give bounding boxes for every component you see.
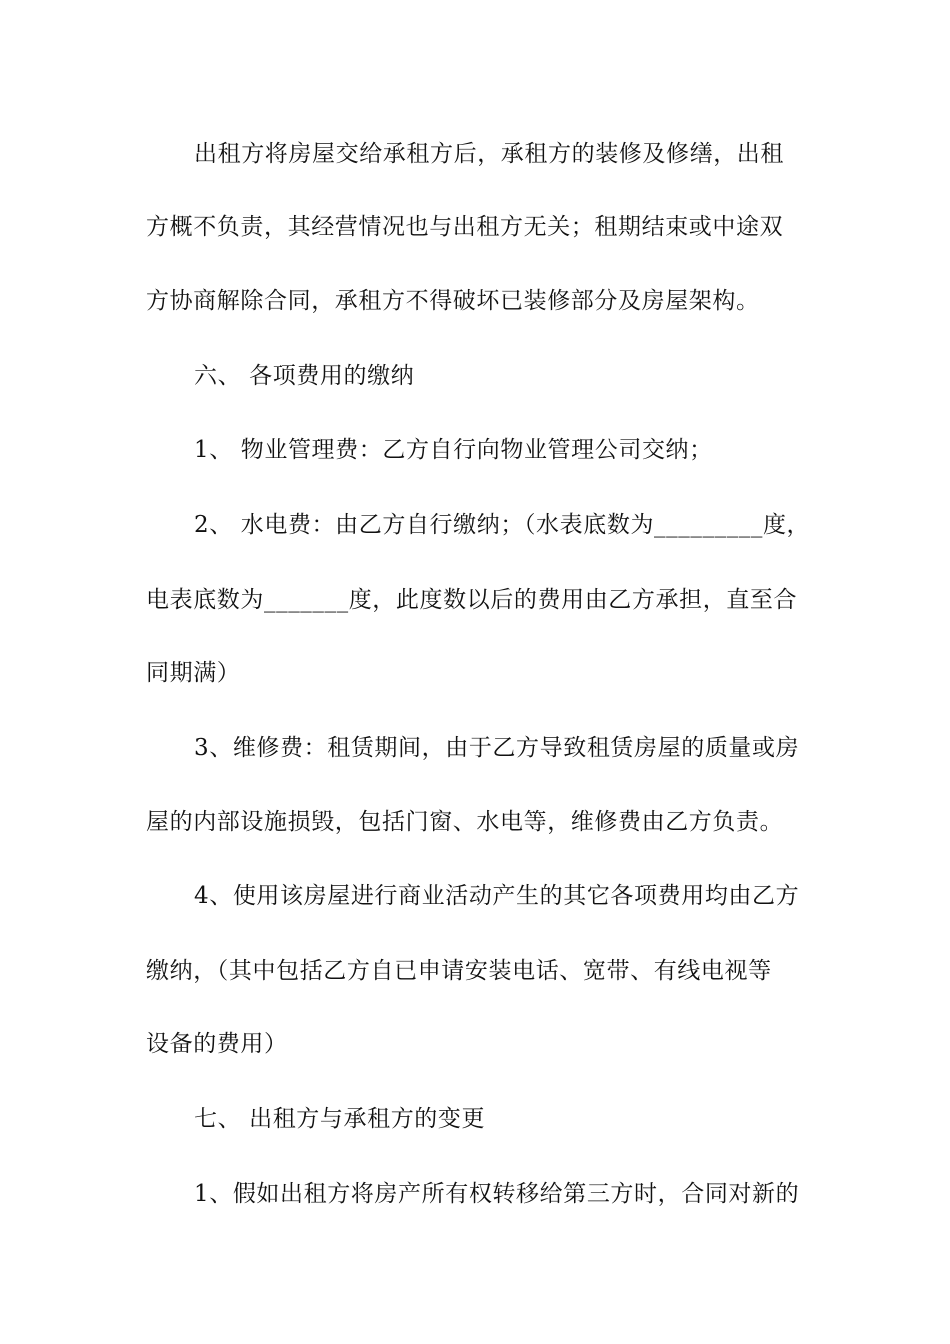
list-item-1: 1、 物业管理费：乙方自行向物业管理公司交纳； [194,437,713,463]
section-heading-6: 六、 各项费用的缴纳 [194,363,415,389]
paragraph-line-3: 方协商解除合同，承租方不得破坏已装修部分及房屋架构。 [146,288,760,314]
list-item-2-continued: 电表底数为_______度，此度数以后的费用由乙方承担，直至合 [146,587,798,613]
paragraph-line-1: 出租方将房屋交给承租方后，承租方的装修及修缮，出租 [194,141,784,167]
list-item-3: 3、维修费：租赁期间，由于乙方导致租赁房屋的质量或房 [194,735,800,761]
list-item-2-end: 同期满） [146,660,241,686]
paragraph-line-2: 方概不负责，其经营情况也与出租方无关；租期结束或中途双 [146,214,784,240]
list-item-4: 4、使用该房屋进行商业活动产生的其它各项费用均由乙方 [194,883,800,909]
list-item-4-continued: 缴纳，（其中包括乙方自已申请安装电话、宽带、有线电视等 [146,958,772,984]
section-heading-7: 七、 出租方与承租方的变更 [194,1106,486,1132]
list-item-2: 2、 水电费：由乙方自行缴纳；（水表底数为_________度， [194,512,811,538]
section-7-item-1: 1、假如出租方将房产所有权转移给第三方时，合同对新的 [194,1181,800,1207]
list-item-3-continued: 屋的内部设施损毁，包括门窗、水电等，维修费由乙方负责。 [146,809,784,835]
list-item-4-end: 设备的费用） [146,1031,288,1057]
